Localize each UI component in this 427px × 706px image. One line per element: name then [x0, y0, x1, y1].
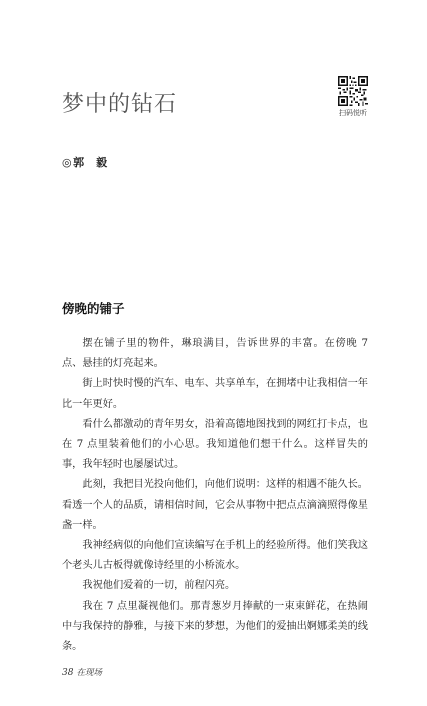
page-footer [62, 666, 102, 678]
author-name: 郭 毅 [73, 156, 108, 169]
paragraph: 看什么都激动的青年男女，沿着高德地图找到的网红打卡点，也在 7 点里装着他们的小心思。我知道他们想干什么。这样冒失的事，我年轻时也屡屡试过。 [62, 418, 368, 471]
article-title: 梦中的钻石 [62, 91, 178, 117]
journal-name: 在现场 [76, 668, 102, 678]
section-heading: 傍晚的铺子 [62, 301, 125, 317]
author-line [62, 154, 108, 170]
qr-code-block[interactable] [333, 76, 373, 118]
paragraph: 摆在铺子里的物件，琳琅满目，告诉世界的丰富。在傍晚 7 点、悬挂的灯亮起来。 [62, 338, 368, 370]
paragraph: 我在 7 点里凝视他们。那青葱岁月捧献的一束束鲜花，在热闹中与我保持的静雅，与接下来的梦想，为他们的爱抽出婀娜柔美的线条。 [62, 600, 368, 653]
paragraph: 此刻，我把目光投向他们，向他们说明：这样的相遇不能久长。看透一个人的品质，请相信时间，它会从事物中把点点滴滴照得像星盏一样。 [62, 479, 368, 531]
paragraph: 我祝他们爱着的一切，前程闪亮。 [82, 580, 236, 592]
paragraph: 街上时快时慢的汽车、电车、共享单车，在拥堵中让我相信一年比一年更好。 [62, 378, 368, 410]
qr-code-icon [338, 76, 368, 106]
article-body [62, 334, 368, 657]
author-mark: ◎ [62, 156, 73, 169]
paragraph: 我神经病似的向他们宣读编写在手机上的经验所得。他们笑我这个老头儿古板得就像诗经里的小桥流水。 [62, 540, 368, 572]
page-number: 38 [62, 668, 74, 678]
qr-caption: 扫码悦听 [339, 109, 367, 117]
